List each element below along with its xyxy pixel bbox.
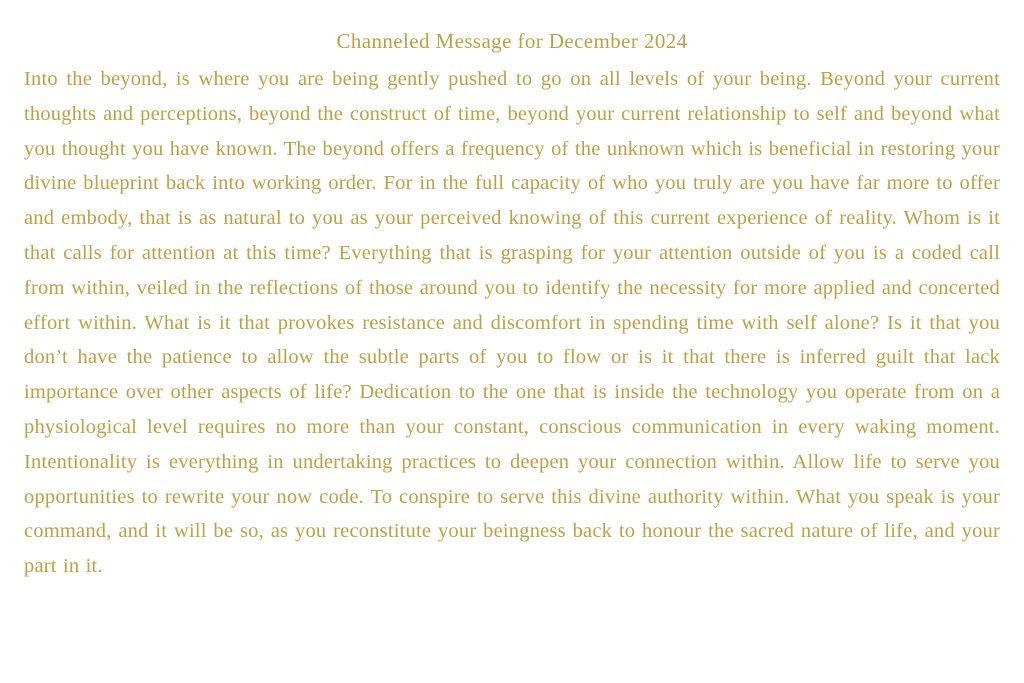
message-body-text: Into the beyond, is where you are being gently pushed to go on all levels of your being. Beyond your current thoughts and perceptions, beyond the construct of time, beyond your current relationship to self and beyond what you thought you have known. The beyond offers a frequency of the unknown which is beneficial in restoring your divine blueprint back into working order. For in the full capacity of who you truly are you have far more to offer and embody, that is as natural to you as your perceived knowing of this current experience of reality. Whom is it that calls for attention at this time? Everything that is grasping for your attention outside of you is a coded call from within, veiled in the reflections of those around you to identify the necessity for more applied and concerted effort within. What is it that provokes resistance and discomfort in spending time with self alone? Is it that you don’t have the patience to allow the subtle parts of you to flow or is it that there is inferred guilt that lack importance over other aspects of life? Dedication to the one that is inside the technology you operate from on a physiological level requires no more than your constant, conscious communication in every waking moment. Intentionality is everything in undertaking practices to deepen your connection within. Allow life to serve you opportunities to rewrite your now code. To conspire to serve this divine authority within. What you speak is your command, and it will be so, as you reconstitute your beingness back to honour the sacred nature of life, and your part in it.: [24, 68, 1000, 578]
page-title: Channeled Message for December 2024: [336, 29, 688, 53]
